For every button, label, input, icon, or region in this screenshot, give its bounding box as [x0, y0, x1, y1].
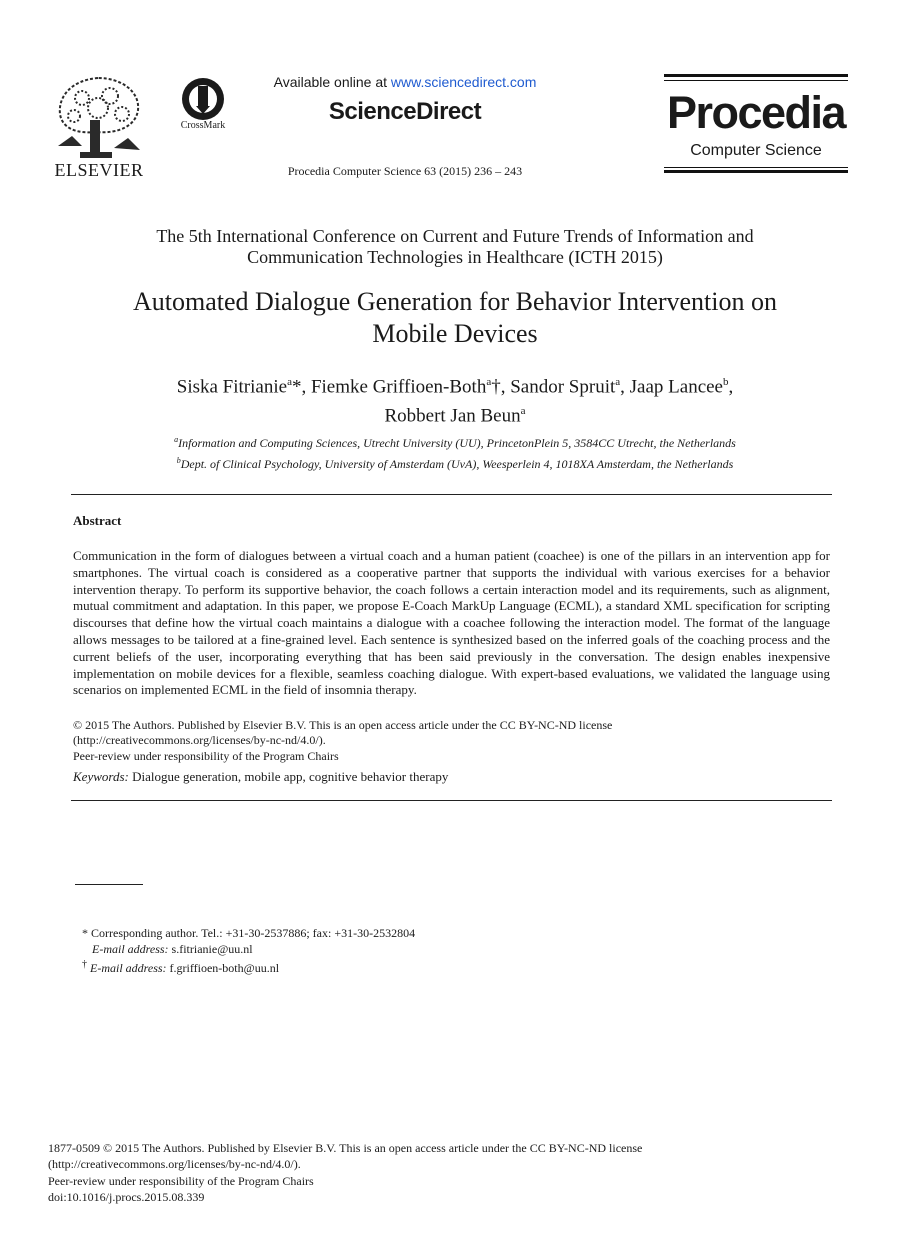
procedia-bottom-rule [664, 170, 848, 173]
keywords-label: Keywords: [73, 769, 129, 784]
author-name: Fiemke Griffioen-Both [310, 376, 487, 398]
email-label: E-mail address: [92, 942, 169, 956]
peer-review-line: Peer-review under responsibility of the Program Chairs [73, 748, 339, 763]
procedia-wordmark: Procedia [666, 87, 846, 138]
doi[interactable]: doi:10.1016/j.procs.2015.08.339 [48, 1189, 205, 1204]
title-line-2: Mobile Devices [372, 319, 538, 348]
affiliation-b [100, 452, 810, 473]
bottom-publication-info [48, 1140, 848, 1205]
author-name: Robbert Jan Beun [384, 405, 521, 427]
procedia-subtitle: Computer Science [690, 142, 822, 159]
crossmark-label: CrossMark [180, 120, 226, 131]
author-line-1 [100, 370, 810, 399]
footnote-rule [75, 884, 143, 885]
author-line-2 [100, 399, 810, 428]
author-note-mark: * [291, 376, 302, 398]
author-note-mark: † [491, 376, 501, 398]
bottom-peer-review: Peer-review under responsibility of the Program Chairs [48, 1173, 314, 1188]
email-line-2 [82, 957, 582, 976]
author-name: Jaap Lancee [629, 376, 723, 398]
affiliation-mark: a [174, 435, 179, 444]
author-separator: , [728, 376, 734, 398]
author-separator: , [500, 376, 511, 398]
title-line-1: Automated Dialogue Generation for Behavior Intervention on [132, 287, 778, 316]
license-line-1: © 2015 The Authors. Published by Elsevier B.V. This is an open access article under the CC BY-NC-ND license [73, 718, 613, 732]
conference-line-1: The 5th International Conference on Current and Future Trends of Information and [156, 226, 754, 246]
conference-line-2: Communication Technologies in Healthcare (ICTH 2015) [247, 247, 663, 267]
elsevier-tree-logo [52, 76, 144, 160]
dagger-mark: † [82, 959, 87, 970]
available-online-line [250, 74, 560, 90]
affiliation-text: Dept. of Clinical Psychology, University of Amsterdam (UvA), Weesperlein 4, 1018XA Amsterdam, the Netherlands [180, 457, 734, 471]
author-name: Sandor Spruit [510, 376, 616, 398]
procedia-top-rule [664, 74, 848, 77]
abstract-body: Communication in the form of dialogues between a virtual coach and a human patient (coachee) is one of the pillars in an intervention app for smartphones. The virtual coach is considered as a cooperative partner that supports the individual with various exercises for a behavior intervention therapy. To perform its supportive behavior, the coach follows a certain interaction model and its requirements, such as alignment, mutual commitment and adaptation. In this paper, we propose E-Coach MarkUp Language (ECML), a standard XML specification for scripting discourses that define how the virtual coach maintains a dialogue with a coachee following the interaction model. The format of the language allows messages to be tailored at a fine-grained level. Each sentence is synthesized based on the inferred goals of the coaching process and the current beliefs of the user, incorporating everything that has been said previously in the conversation. The design enables inexpensive implementation on mobile devices for a flexible, seamless coaching dialogue. With expert-based evaluations, we validated the language using scenarios on implemented ECML in the field of insomnia therapy. [73, 548, 830, 698]
email-line-1 [82, 941, 582, 957]
author-affiliation-mark: a [486, 376, 492, 388]
affiliation-mark: b [176, 456, 181, 465]
license-notice [73, 718, 830, 764]
author-list [100, 370, 810, 429]
sciencedirect-logo: ScienceDirect [328, 98, 482, 125]
conference-name [110, 226, 800, 268]
paper-title [90, 286, 820, 350]
sciencedirect-link[interactable]: www.sciencedirect.com [390, 74, 537, 90]
author-affiliation-mark: a [520, 405, 526, 418]
procedia-top-rule-thin [664, 80, 848, 81]
crossmark-icon[interactable] [180, 76, 226, 122]
email-address[interactable]: f.griffioen-both@uu.nl [166, 961, 280, 975]
author-affiliation-mark: a [287, 376, 292, 388]
author-affiliation-mark: b [723, 376, 729, 388]
author-affiliation-mark: a [615, 376, 621, 388]
abstract-bottom-rule [71, 800, 832, 801]
affiliation-text: Information and Computing Sciences, Utrecht University (UU), PrincetonPlein 5, 3584CC Utrecht, the Netherlands [178, 436, 736, 450]
corresponding-author-note: * Corresponding author. Tel.: +31-30-2537886; fax: +31-30-2532804 [82, 926, 416, 940]
journal-reference: Procedia Computer Science 63 (2015) 236 – 243 [287, 164, 523, 178]
abstract-heading: Abstract [73, 513, 122, 528]
email-label: E-mail address: [90, 961, 167, 975]
bottom-license-link[interactable]: (http://creativecommons.org/licenses/by-nc-nd/4.0/). [48, 1157, 301, 1172]
procedia-logo [664, 74, 848, 174]
license-link[interactable]: (http://creativecommons.org/licenses/by-nc-nd/4.0/). [73, 733, 326, 748]
author-separator: , [301, 376, 311, 398]
footnotes [82, 925, 582, 976]
keywords-text: Dialogue generation, mobile app, cognitive behavior therapy [128, 769, 449, 784]
issn-line: 1877-0509 © 2015 The Authors. Published by Elsevier B.V. This is an open access article under the CC BY-NC-ND license [48, 1141, 643, 1155]
procedia-bottom-rule-thin [664, 167, 848, 168]
elsevier-wordmark: ELSEVIER [54, 160, 144, 180]
author-name: Siska Fitrianie [176, 376, 288, 398]
email-address[interactable]: s.fitrianie@uu.nl [168, 942, 253, 956]
keywords [73, 769, 830, 785]
author-separator: , [620, 376, 630, 398]
affiliations [100, 431, 810, 473]
available-prefix: Available online at [273, 74, 391, 90]
abstract-top-rule [71, 494, 832, 495]
affiliation-a [100, 431, 810, 452]
